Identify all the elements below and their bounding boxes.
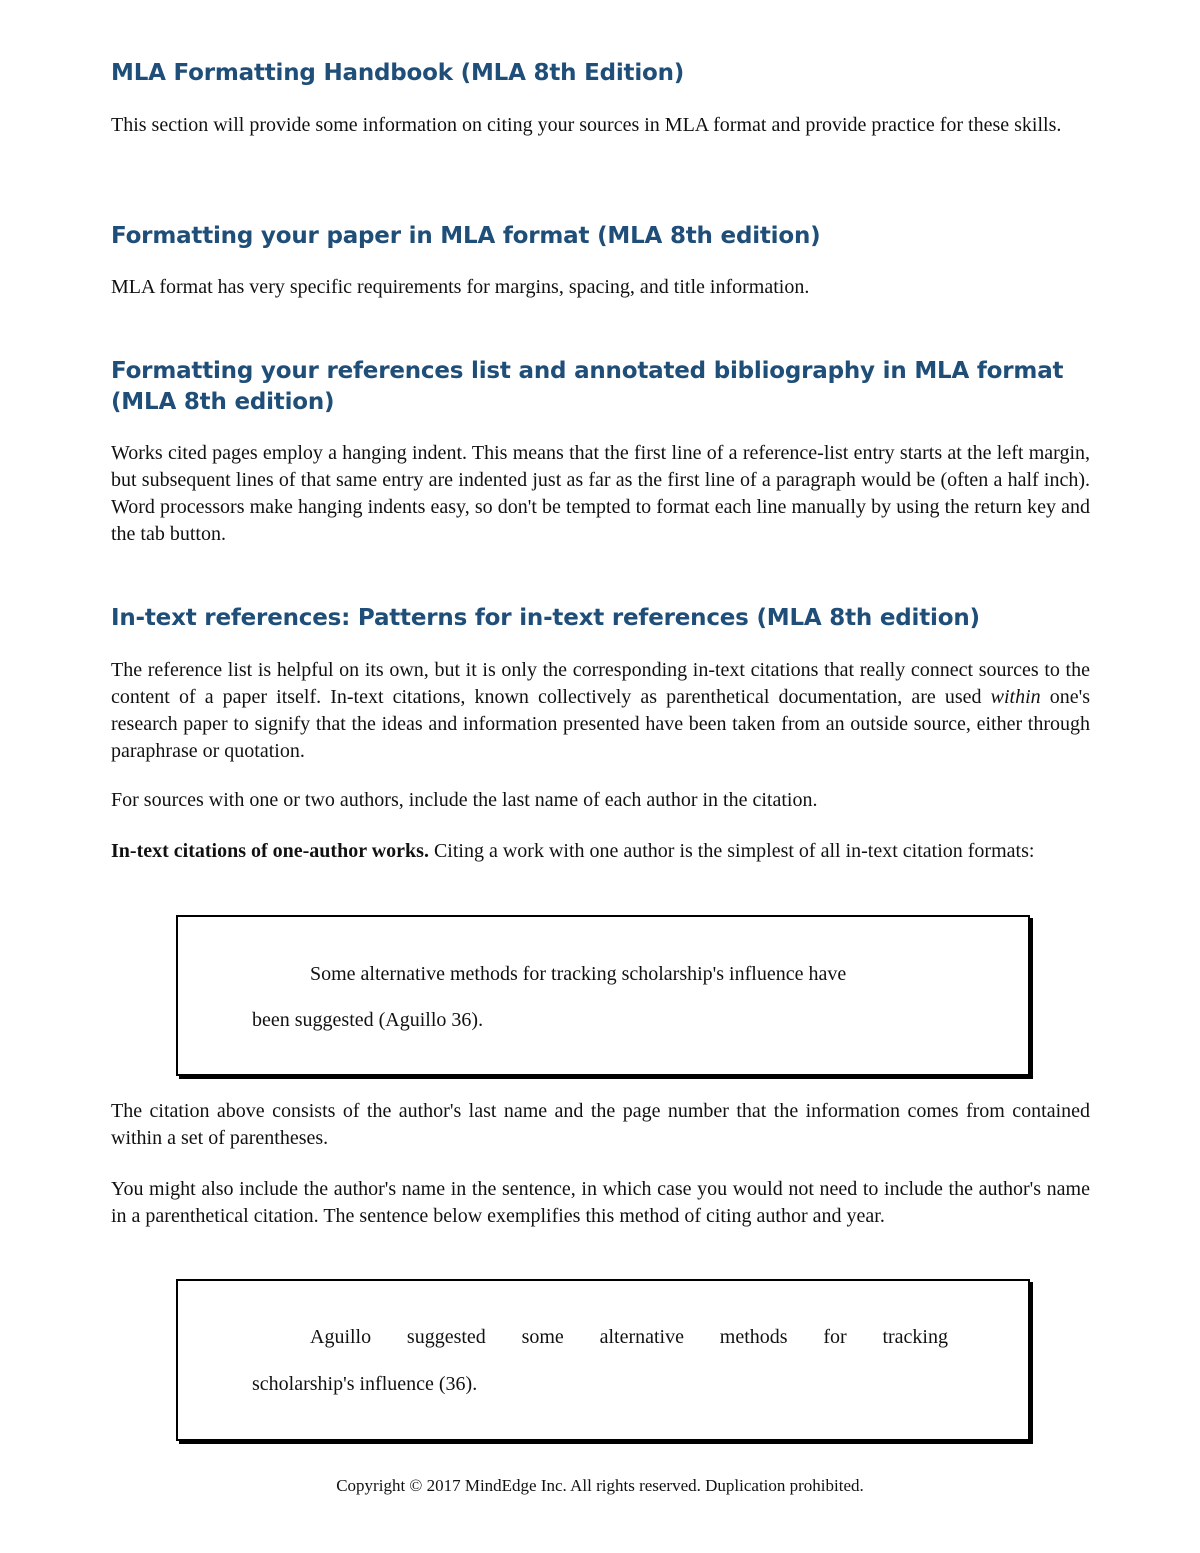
in-text-intro-paragraph [111, 657, 1090, 765]
one-author-works-lead: In-text citations of one-author works. [111, 840, 429, 862]
in-text-intro-part-a: The reference list is helpful on its own, but it is only the corresponding in-text citations that really connect sources to the content of a paper itself. In-text citations, known collectively as parenthetical documentation, are used [111, 659, 1090, 708]
copyright-footer: Copyright © 2017 MindEdge Inc. All rights reserved. Duplication prohibited. [336, 1476, 864, 1495]
document-title: MLA Formatting Handbook (MLA 8th Edition) [111, 60, 685, 86]
citation-example-box-1 [176, 915, 1030, 1076]
example-2-word: some [521, 1326, 564, 1348]
emphasis-within: within [990, 686, 1041, 708]
author-in-sentence-paragraph: You might also include the author's name in the sentence, in which case you would not need to include the author's name in a parenthetical citation. The sentence below exemplifies this method of citing author and year. [111, 1178, 1090, 1227]
citation-explanation-paragraph: The citation above consists of the author's last name and the page number that the information comes from contained within a set of parentheses. [111, 1100, 1090, 1149]
section-heading-in-text-references: In-text references: Patterns for in-text references (MLA 8th edition) [111, 605, 980, 631]
example-2-word: for [823, 1326, 847, 1348]
example-2-word: suggested [406, 1326, 486, 1348]
example-1-line-2: been suggested (Aguillo 36). [252, 1009, 484, 1031]
one-or-two-authors-paragraph: For sources with one or two authors, include the last name of each author in the citation. [111, 789, 818, 811]
section-heading-paper-format: Formatting your paper in MLA format (MLA 8th edition) [111, 223, 821, 249]
intro-paragraph: This section will provide some information on citing your sources in MLA format and provide practice for these skills. [111, 114, 1062, 136]
one-author-works-paragraph [111, 838, 1090, 865]
example-2-line-2: scholarship's influence (36). [252, 1373, 478, 1395]
in-text-intro-part-b: one's research paper to signify that the ideas and information presented have been taken from an outside source, either through paraphrase or quotation. [111, 686, 1091, 762]
example-2-word: alternative [599, 1326, 684, 1348]
example-2-word: Aguillo [310, 1326, 372, 1348]
paper-format-paragraph: MLA format has very specific requirements for margins, spacing, and title information. [111, 276, 810, 298]
example-1-line-1: Some alternative methods for tracking scholarship's influence have [310, 963, 847, 985]
example-2-word: methods [719, 1326, 788, 1348]
citation-example-box-2 [176, 1279, 1030, 1441]
section-heading-references-list: Formatting your references list and annotated bibliography in MLA format (MLA 8th edition) [111, 358, 1064, 415]
hanging-indent-paragraph: Works cited pages employ a hanging indent. This means that the first line of a reference-list entry starts at the left margin, but subsequent lines of that same entry are indented just as far as the first line of a paragraph would be (often a half inch). Word processors make hanging indents easy, so don't be tempted to format each line manually by using the return key and the tab button. [111, 442, 1090, 545]
one-author-works-text: Citing a work with one author is the simplest of all in-text citation formats: [428, 840, 1035, 862]
example-2-line-1 [310, 1324, 948, 1351]
example-2-word: tracking [882, 1326, 948, 1348]
